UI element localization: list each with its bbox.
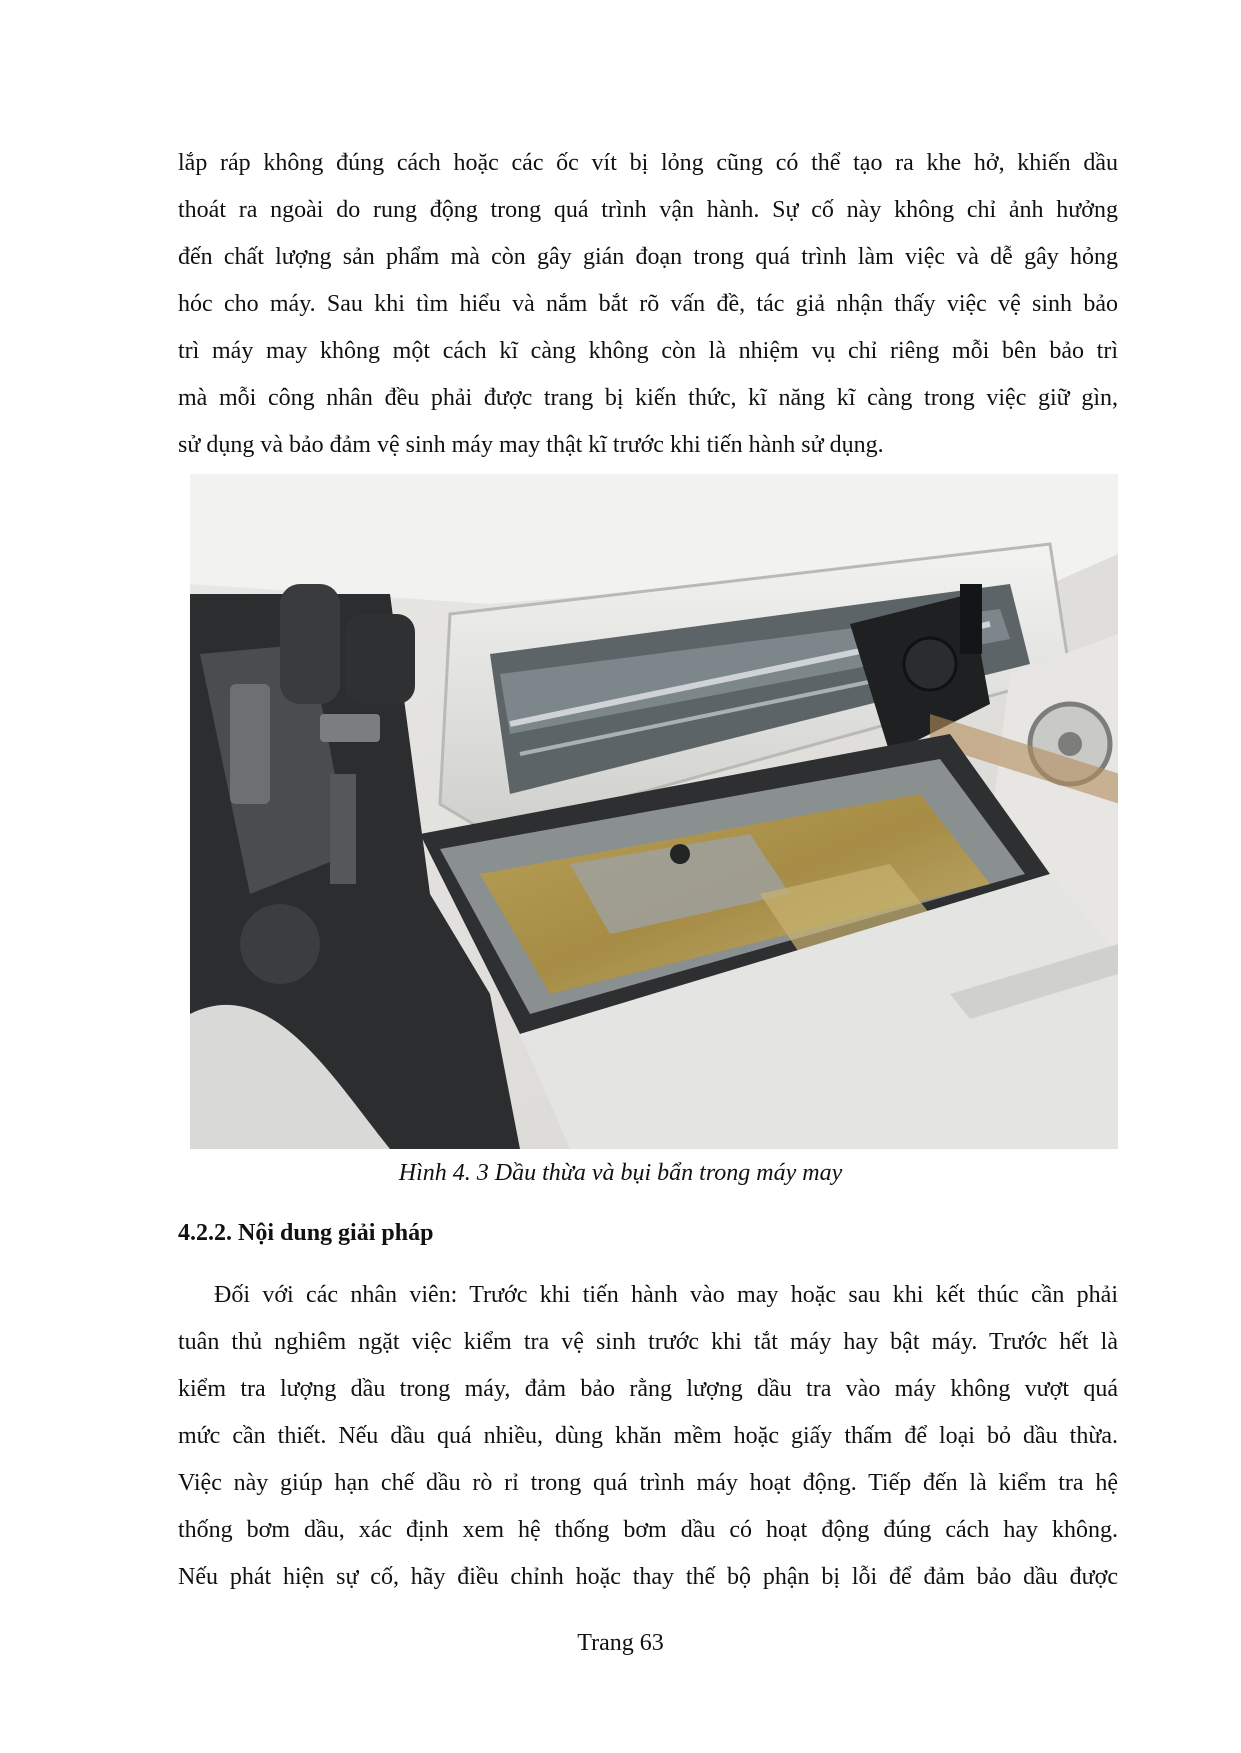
text-line: mức cần thiết. Nếu dầu quá nhiều, dùng khăn mềm hoặc giấy thấm để loại bỏ dầu thừa.: [178, 1423, 1118, 1449]
sewing-machine-illustration: [190, 474, 1118, 1149]
text-line: thống bơm dầu, xác định xem hệ thống bơm dầu có hoạt động đúng cách hay không.: [178, 1517, 1118, 1543]
text-line: Đối với các nhân viên: Trước khi tiến hành vào may hoặc sau khi kết thúc cần phải: [214, 1282, 1118, 1308]
text-line: hóc cho máy. Sau khi tìm hiểu và nắm bắt rõ vấn đề, tác giả nhận thấy việc vệ sinh bảo: [178, 291, 1118, 317]
text-line: mà mỗi công nhân đều phải được trang bị kiến thức, kĩ năng kĩ càng trong việc giữ gìn,: [178, 385, 1118, 411]
text-line: kiểm tra lượng dầu trong máy, đảm bảo rằng lượng dầu tra vào máy không vượt quá: [178, 1376, 1118, 1402]
text-line: tuân thủ nghiêm ngặt việc kiểm tra vệ sinh trước khi tắt máy hay bật máy. Trước hết là: [178, 1329, 1118, 1355]
text-line: sử dụng và bảo đảm vệ sinh máy may thật kĩ trước khi tiến hành sử dụng.: [178, 432, 884, 458]
body-paragraph-2: [178, 1272, 1118, 1601]
text-line: trì máy may không một cách kĩ càng không còn là nhiệm vụ chỉ riêng mỗi bên bảo trì: [178, 338, 1118, 364]
figure-sewing-machine-photo: [190, 474, 1118, 1149]
text-line: Nếu phát hiện sự cố, hãy điều chỉnh hoặc thay thế bộ phận bị lỗi để đảm bảo dầu được: [178, 1564, 1118, 1590]
body-paragraph-1: [178, 140, 1118, 469]
section-heading: 4.2.2. Nội dung giải pháp: [178, 1220, 434, 1246]
text-line: đến chất lượng sản phẩm mà còn gây gián đoạn trong quá trình làm việc và dễ gây hỏng: [178, 244, 1118, 270]
text-line: thoát ra ngoài do rung động trong quá trình vận hành. Sự cố này không chỉ ảnh hưởng: [178, 197, 1118, 223]
text-line: Việc này giúp hạn chế dầu rò rỉ trong quá trình máy hoạt động. Tiếp đến là kiểm tra hệ: [178, 1470, 1118, 1496]
text-line: lắp ráp không đúng cách hoặc các ốc vít bị lỏng cũng có thể tạo ra khe hở, khiến dầu: [178, 150, 1118, 176]
figure-caption: Hình 4. 3 Dầu thừa và bụi bẩn trong máy may: [398, 1160, 843, 1186]
page-number: Trang 63: [577, 1630, 664, 1656]
